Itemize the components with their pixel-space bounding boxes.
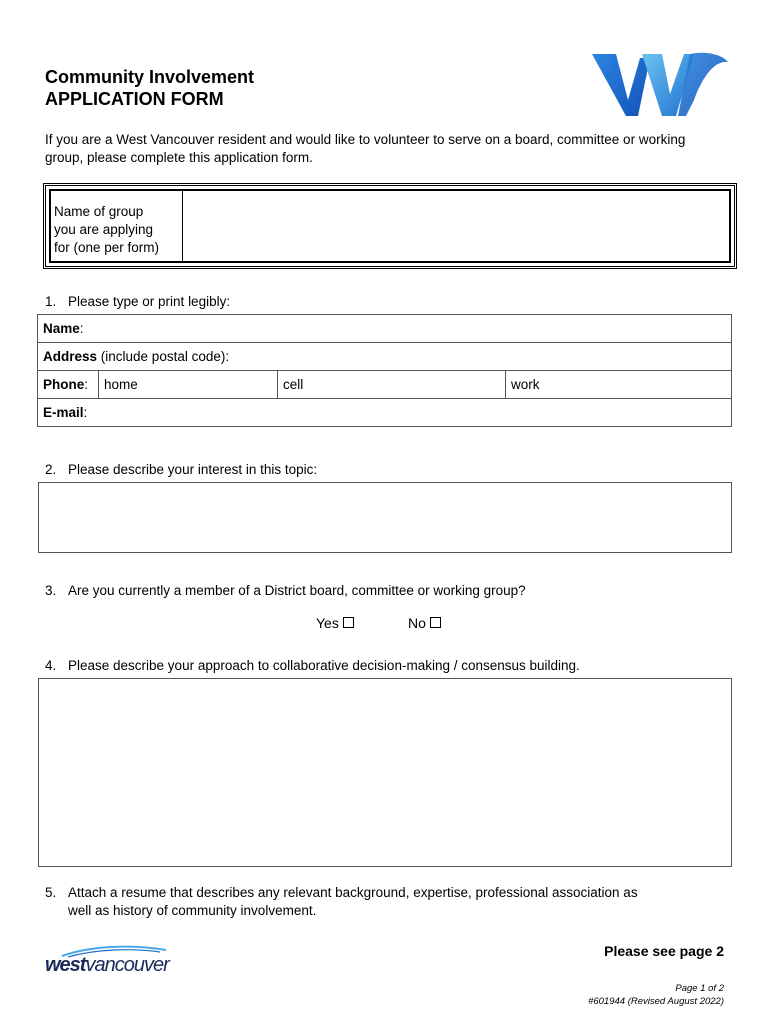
- contact-table: [37, 314, 732, 427]
- section-4-heading: 4. Please describe your approach to collaborative decision-making / consensus building.: [45, 658, 580, 673]
- phone-cell-field[interactable]: cell: [278, 371, 506, 399]
- phone-work-field[interactable]: work: [506, 371, 732, 399]
- no-option[interactable]: No: [408, 615, 441, 631]
- address-field[interactable]: Address (include postal code):: [38, 343, 732, 371]
- yes-option[interactable]: Yes: [316, 615, 354, 631]
- phone-label-cell: Phone:: [38, 371, 99, 399]
- section-3-heading: 3. Are you currently a member of a District board, committee or working group?: [45, 583, 526, 598]
- name-field[interactable]: Name:: [38, 315, 732, 343]
- intro-text: If you are a West Vancouver resident and would like to volunteer to serve on a board, committee or working group, please complete this application form.: [45, 132, 686, 165]
- page-number: Page 1 of 2: [675, 983, 724, 994]
- group-name-box: [43, 183, 737, 269]
- interest-textarea[interactable]: [38, 482, 732, 553]
- west-vancouver-wordmark: westvancouver: [45, 954, 169, 976]
- title-line-1: Community Involvement: [45, 67, 255, 87]
- phone-home-field[interactable]: home: [99, 371, 278, 399]
- section-5-heading: 5. Attach a resume that describes any relevant background, expertise, professional association as well as history of community involvement.: [45, 885, 638, 918]
- document-reference: #601944 (Revised August 2022): [588, 996, 724, 1007]
- west-vancouver-w-logo-icon: [590, 48, 730, 120]
- see-page-note: Please see page 2: [604, 943, 724, 959]
- group-name-label: Name of group you are applying for (one per form): [51, 191, 183, 261]
- form-title: [45, 66, 254, 110]
- title-line-2: APPLICATION FORM: [45, 89, 224, 109]
- yes-checkbox[interactable]: [343, 617, 354, 628]
- email-field[interactable]: E-mail:: [38, 399, 732, 427]
- section-2-heading: 2. Please describe your interest in this topic:: [45, 462, 318, 477]
- group-name-input[interactable]: [183, 191, 729, 261]
- section-1-heading: 1. Please type or print legibly:: [45, 294, 231, 309]
- no-checkbox[interactable]: [430, 617, 441, 628]
- approach-textarea[interactable]: [38, 678, 732, 867]
